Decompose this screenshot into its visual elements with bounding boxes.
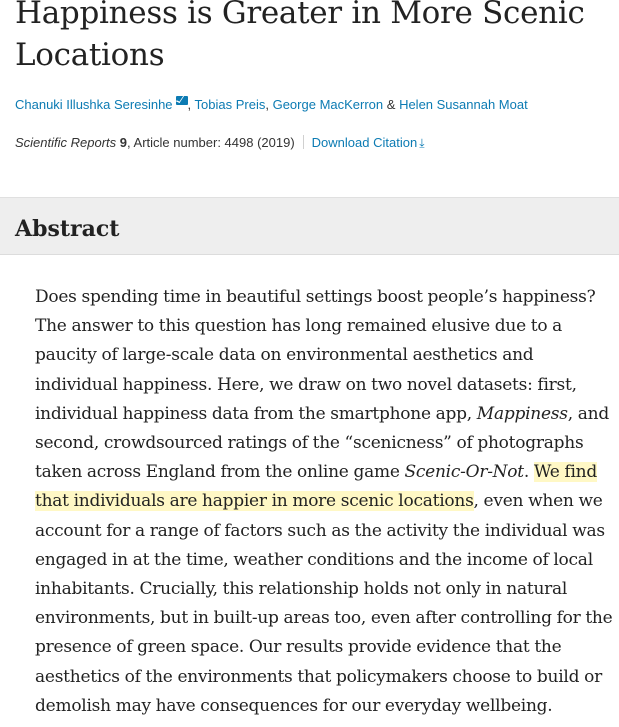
- author-separator: ,: [187, 97, 195, 112]
- author-link-moat[interactable]: Helen Susannah Moat: [399, 97, 528, 112]
- author-list: [15, 95, 615, 115]
- app-name: Mappiness: [476, 403, 568, 424]
- citation-line: [15, 133, 615, 153]
- abstract-part-2: , and second, crowdsourced ratings of the “scenicness” of photographs taken across England from the online game: [35, 403, 609, 483]
- article-title: Happiness is Greater in More Scenic Locations: [15, 0, 585, 73]
- download-citation-label: Download Citation: [311, 135, 418, 150]
- mail-icon[interactable]: [176, 96, 188, 105]
- author-separator: ,: [265, 97, 273, 112]
- download-citation-link[interactable]: [312, 135, 425, 150]
- author-link-preis[interactable]: Tobias Preis: [194, 97, 266, 112]
- abstract-part-3: .: [523, 462, 534, 483]
- article-number: , Article number: 4498 (2019): [127, 135, 295, 150]
- abstract-heading: Abstract: [15, 216, 120, 242]
- game-name: Scenic-Or-Not: [404, 462, 524, 483]
- author-separator: &: [383, 97, 400, 112]
- abstract-part-4: , even when we account for a range of factors such as the activity the individual was engaged in at the time, weather conditions and the income of local inhabitants. Crucially, this relationship holds not only in natural environments, but in built-up areas too, even after controlling for the presence of green space. Our results provide evidence that the aesthetics of the environments that policymakers choose to build or demolish may have consequences for our everyday wellbeing.: [35, 491, 613, 716]
- abstract-text: [35, 283, 613, 721]
- download-icon: ⤓: [419, 136, 425, 150]
- author-link-seresinhe[interactable]: Chanuki Illushka Seresinhe: [15, 97, 173, 112]
- highlighted-finding[interactable]: We find that individuals are happier in more scenic locations: [35, 462, 597, 512]
- journal-volume: 9: [119, 135, 128, 150]
- abstract-section-header[interactable]: [0, 197, 619, 255]
- abstract-part-1: Does spending time in beautiful settings boost people’s happiness? The answer to this question has long remained elusive due to a paucity of large-scale data on environmental aesthetics and individual happiness. Here, we draw on two novel datasets: first, individual happiness data from the smartphone app,: [35, 287, 596, 424]
- citation-divider: [303, 135, 304, 149]
- author-link-mackerron[interactable]: George MacKerron: [272, 97, 384, 112]
- journal-name: Scientific Reports: [15, 135, 117, 150]
